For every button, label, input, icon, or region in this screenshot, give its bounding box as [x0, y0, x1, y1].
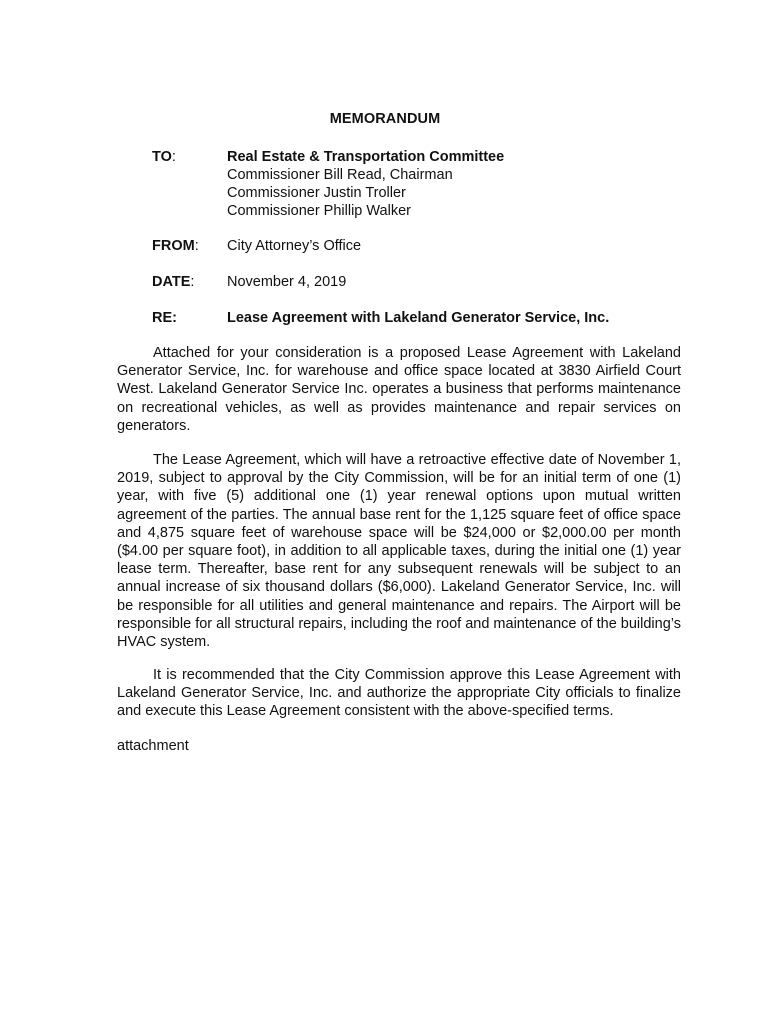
from-value: City Attorney’s Office [227, 238, 362, 254]
to-recipients [227, 148, 504, 220]
date-label-colon: : [190, 274, 195, 290]
date-label [152, 273, 194, 291]
body-paragraph-2: The Lease Agreement, which will have a retroactive effective date of November 1, 2019, subject to approval by the City Commission, will be for an initial term of one (1) year, with five (5) additional one (1) year renewal options upon mutual written agreement of the parties. The annual base rent for the 1,125 square feet of office space and 4,875 square feet of warehouse space will be $24,000 or $2,000.00 per month ($4.00 per square foot), in addition to all applicable taxes, during the initial one (1) year lease term. Thereafter, base rent for any subsequent renewals will be subject to an annual increase of six thousand dollars ($6,000). Lakeland Generator Service, Inc. will be responsible for all utilities and general maintenance and repairs. The Airport will be responsible for all structural repairs, including the roof and maintenance of the building’s HVAC system. [117, 452, 681, 651]
from-label-colon: : [194, 238, 199, 254]
from-label [152, 237, 199, 255]
to-recipient-committee: Real Estate & Transportation Committee [227, 149, 505, 165]
date-label-text: DATE [152, 274, 191, 290]
date-value: November 4, 2019 [227, 274, 347, 290]
to-label-text: TO [152, 149, 172, 165]
from-block [152, 237, 692, 255]
re-label: RE: [152, 310, 177, 326]
date-block [152, 273, 692, 291]
memo-title: MEMORANDUM [329, 111, 441, 127]
body-paragraph-3: It is recommended that the City Commission approve this Lease Agreement with Lakeland Generator Service, Inc. and authorize the appropriate City officials to finalize and execute this Lease Agreement consistent with the above-specified terms. [117, 667, 681, 720]
re-value: Lease Agreement with Lakeland Generator Service, Inc. [227, 310, 610, 326]
to-label [152, 148, 176, 166]
body-paragraph-1: Attached for your consideration is a proposed Lease Agreement with Lakeland Generator Service, Inc. for warehouse and office space located at 3830 Airfield Court West. Lakeland Generator Service Inc. operates a business that performs maintenance on recreational vehicles, as well as provides maintenance and repair services on generators. [117, 345, 681, 434]
to-recipient: Commissioner Justin Troller [227, 185, 406, 201]
from-label-text: FROM [152, 238, 195, 254]
to-recipient: Commissioner Bill Read, Chairman [227, 167, 453, 183]
re-block [152, 309, 692, 327]
to-recipient: Commissioner Phillip Walker [227, 203, 411, 219]
to-block [152, 148, 692, 220]
to-label-colon: : [171, 149, 176, 165]
closing-attachment: attachment [117, 738, 189, 754]
